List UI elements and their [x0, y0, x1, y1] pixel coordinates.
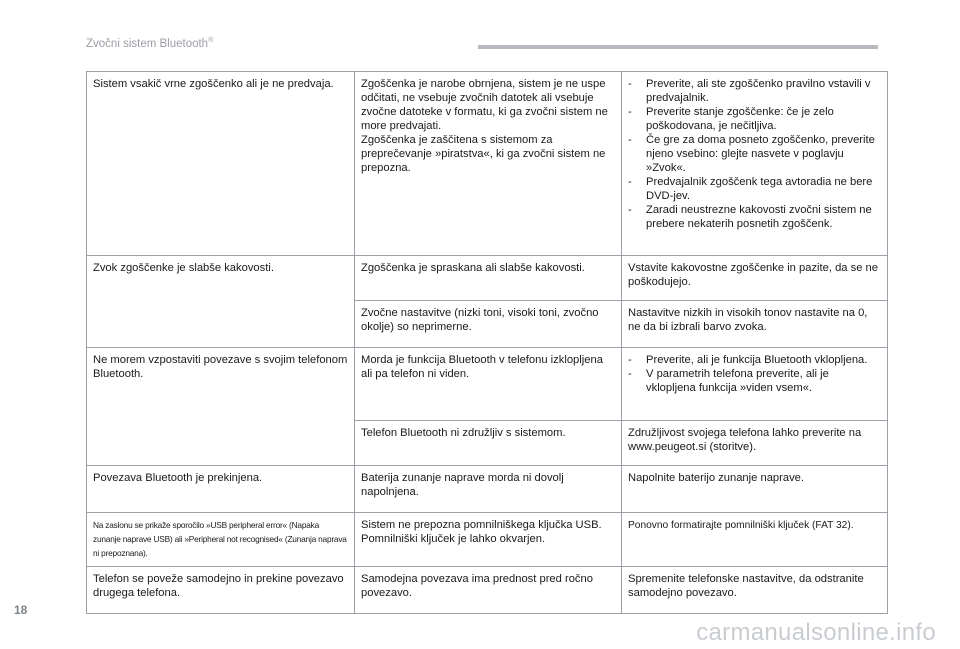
- table-row: [87, 567, 888, 614]
- solution-text: Ponovno formatirajte pomnilniški ključek (FAT 32).: [628, 520, 854, 531]
- cause-cell: [355, 421, 622, 466]
- list-item: - Zaradi neustrezne kakovosti zvočni sistem ne prebere nekaterih posnetih zgoščenk.: [628, 203, 881, 231]
- problem-text: Ne morem vzpostaviti povezave s svojim telefonom Bluetooth.: [93, 354, 348, 380]
- cause-cell: [355, 72, 622, 256]
- table-row: [87, 466, 888, 513]
- solution-cell: [622, 421, 888, 466]
- list-item: - Preverite stanje zgoščenke: če je zelo poškodovana, je nečitljiva.: [628, 105, 881, 133]
- solution-cell: [622, 348, 888, 421]
- solution-cell: [622, 301, 888, 348]
- cause-cell: [355, 567, 622, 614]
- cause-cell: [355, 513, 622, 567]
- cause-text: Telefon Bluetooth ni združljiv s sistemom.: [361, 427, 566, 439]
- registered-mark: ®: [208, 37, 214, 44]
- header-divider-bar: [478, 45, 878, 49]
- cause-text: Samodejna povezava ima prednost pred ročno povezavo.: [361, 573, 593, 599]
- table-row: [87, 256, 888, 301]
- problem-text: Telefon se poveže samodejno in prekine povezavo drugega telefona.: [93, 573, 344, 599]
- cause-cell: [355, 256, 622, 301]
- problem-text: Sistem vsakič vrne zgoščenko ali je ne predvaja.: [93, 78, 334, 90]
- solution-text: Nastavitve nizkih in visokih tonov nastavite na 0, ne da bi izbrali barvo zvoka.: [628, 307, 868, 333]
- solution-text: Napolnite baterijo zunanje naprave.: [628, 472, 805, 484]
- header-title-text: Zvočni sistem Bluetooth: [86, 37, 209, 50]
- problem-text: Zvok zgoščenke je slabše kakovosti.: [93, 262, 274, 274]
- problem-text: Povezava Bluetooth je prekinjena.: [93, 472, 263, 484]
- solution-cell: [622, 513, 888, 567]
- cause-cell: [355, 348, 622, 421]
- table-row: [87, 348, 888, 421]
- page-header-title: [86, 37, 213, 50]
- cause-cell: [355, 466, 622, 513]
- solution-cell: [622, 567, 888, 614]
- cause-text: Sistem ne prepozna pomnilniškega ključka USB. Pomnilniški ključek je lahko okvarjen.: [361, 519, 602, 545]
- list-item: - Preverite, ali je funkcija Bluetooth vklopljena.: [628, 353, 881, 367]
- problem-cell: [87, 567, 355, 614]
- solution-text: Vstavite kakovostne zgoščenke in pazite, da se ne poškodujejo.: [628, 262, 879, 288]
- problem-cell: [87, 348, 355, 466]
- solution-text: Združljivost svojega telefona lahko preverite na www.peugeot.si (storitve).: [628, 427, 862, 453]
- problem-cell: [87, 72, 355, 256]
- problem-cell: [87, 513, 355, 567]
- solution-list: [628, 77, 881, 231]
- cause-text: Zvočne nastavitve (nizki toni, visoki toni, zvočno okolje) so neprimerne.: [361, 307, 599, 333]
- cause-text: Zgoščenka je narobe obrnjena, sistem je ne uspe odčitati, ne vsebuje zvočnih datotek ali vsebuje zvočne datoteke v formatu, ki ga zvočni sistem ne more predvajati. Zgoščenka je zaščitena s sistemom za preprečevanje »piratstva«, ki ga zvočni sistem ne prepozna.: [361, 78, 608, 174]
- troubleshooting-table: [86, 71, 888, 614]
- page-number: 18: [14, 603, 28, 617]
- list-item: - V parametrih telefona preverite, ali je vklopljena funkcija »viden vsem«.: [628, 367, 881, 395]
- cause-cell: [355, 301, 622, 348]
- list-item: - Preverite, ali ste zgoščenko pravilno vstavili v predvajalnik.: [628, 77, 881, 105]
- cause-text: Morda je funkcija Bluetooth v telefonu izklopljena ali pa telefon ni viden.: [361, 354, 603, 380]
- solution-cell: [622, 466, 888, 513]
- problem-cell: [87, 466, 355, 513]
- solution-list: [628, 353, 881, 395]
- table-row: [87, 513, 888, 567]
- cause-text: Zgoščenka je spraskana ali slabše kakovosti.: [361, 262, 585, 274]
- watermark-text: carmanualsonline.info: [696, 619, 936, 646]
- list-item: - Predvajalnik zgoščenk tega avtoradia ne bere DVD-jev.: [628, 175, 881, 203]
- solution-cell: [622, 72, 888, 256]
- solution-text: Spremenite telefonske nastavitve, da odstranite samodejno povezavo.: [628, 573, 864, 599]
- cause-text: Baterija zunanje naprave morda ni dovolj napolnjena.: [361, 472, 564, 498]
- solution-cell: [622, 256, 888, 301]
- table-row: [87, 72, 888, 256]
- list-item: - Če gre za doma posneto zgoščenko, preverite njeno vsebino: glejte nasvete v poglavju »Zvok«.: [628, 133, 881, 175]
- problem-text: Na zaslonu se prikaže sporočilo »USB peripheral error« (Napaka zunanje naprave USB) ali »Peripheral not recognised« (Zunanja naprava ni prepoznana).: [93, 520, 347, 558]
- problem-cell: [87, 256, 355, 348]
